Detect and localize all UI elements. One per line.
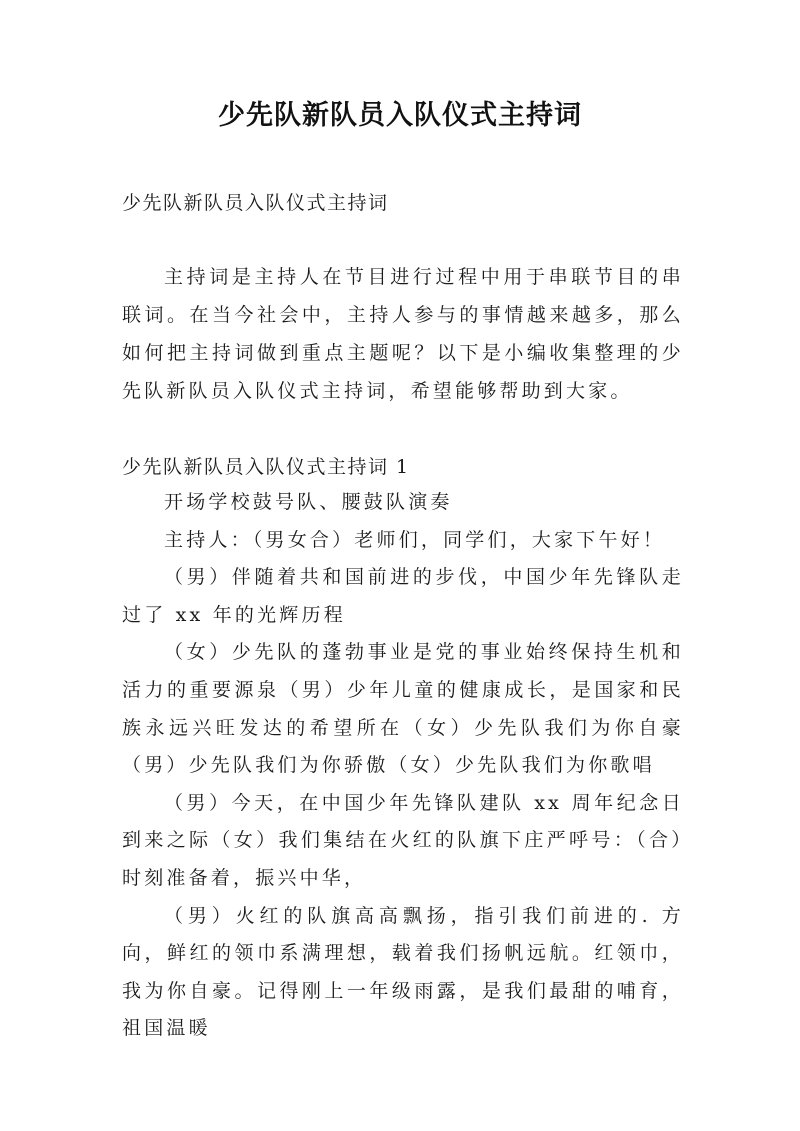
- intro-paragraph: 主持词是主持人在节目进行过程中用于串联节目的串联词。在当今社会中，主持人参与的事情越来越多，那么如何把主持词做到重点主题呢？以下是小编收集整理的少先队新队员入队仪式主持词，希望能够帮助到大家。: [122, 266, 684, 402]
- paragraph: 开场学校鼓号队、腰鼓队演奏: [164, 491, 453, 513]
- section-heading: 少先队新队员入队仪式主持词 1: [122, 456, 410, 478]
- document-subtitle: 少先队新队员入队仪式主持词: [122, 192, 389, 214]
- paragraph: 主持人：（男女合）老师们，同学们，大家下午好！: [164, 528, 666, 551]
- paragraph: （男）火红的队旗高高飘扬，指引我们前进的. 方向，鲜红的领巾系满理想，载着我们扬帆远航。红领巾，我为你自豪。记得刚上一年级雨露，是我们最甜的哺育，祖国温暖: [122, 904, 684, 1040]
- paragraph: （男）今天，在中国少年先锋队建队 xx 周年纪念日到来之际（女）我们集结在火红的队旗下庄严呼号：（合）时刻准备着，振兴中华，: [122, 791, 684, 889]
- document-title: 少先队新队员入队仪式主持词: [218, 100, 582, 131]
- paragraph: （女）少先队的蓬勃事业是党的事业始终保持生机和活力的重要源泉（男）少年儿童的健康成长，是国家和民族永远兴旺发达的希望所在（女）少先队我们为你自豪（男）少先队我们为你骄傲（女）少先队我们为你歌唱: [122, 641, 684, 777]
- paragraph: （男）伴随着共和国前进的步伐，中国少年先锋队走过了 xx 年的光辉历程: [122, 566, 684, 626]
- body-paragraphs: [122, 484, 684, 1048]
